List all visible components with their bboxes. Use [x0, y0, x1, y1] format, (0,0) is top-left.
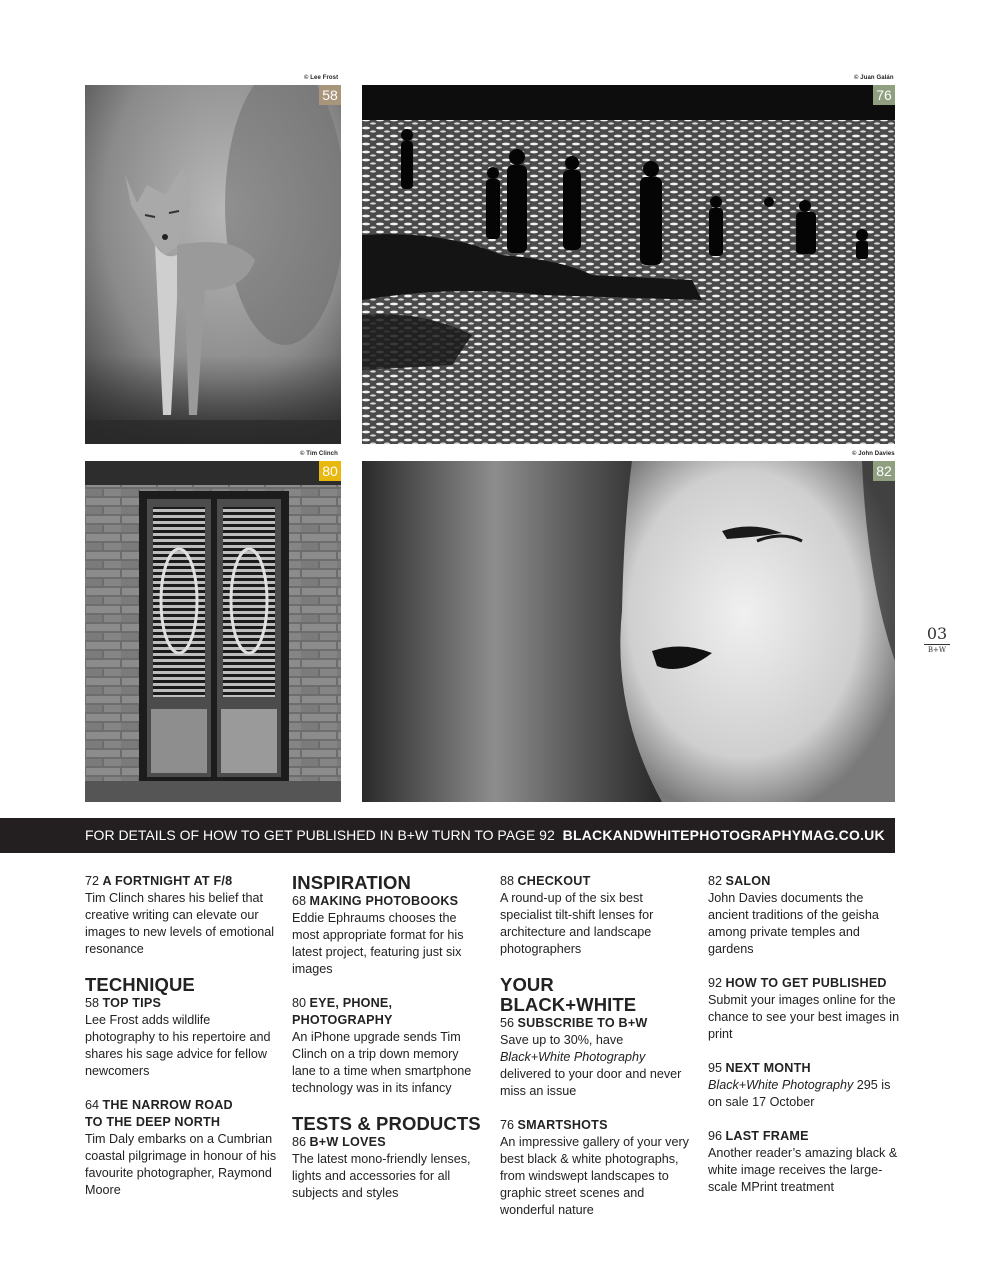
item-title: EYE, PHONE, [309, 996, 393, 1010]
item-description: John Davies documents the ancient traditions of the geisha among private temples and gardens [708, 891, 879, 956]
item-title: A FORTNIGHT AT F/8 [102, 874, 233, 888]
photo-credit: © Lee Frost [304, 75, 339, 81]
photo-credit: © Tim Clinch [300, 451, 338, 457]
item-description: Eddie Ephraums chooses the most appropriate format for his latest project, featuring just six images [292, 911, 464, 976]
item-title: HOW TO GET PUBLISHED [725, 976, 887, 990]
item-title: PHOTOGRAPHY [292, 1013, 393, 1027]
item-page: 76 [500, 1118, 515, 1132]
banner-text: FOR DETAILS OF HOW TO GET PUBLISHED IN B+W TURN TO PAGE 92 [85, 827, 555, 843]
item-title: LAST FRAME [725, 1129, 809, 1143]
item-title: TO THE DEEP NORTH [85, 1115, 221, 1129]
contents-column-4 [708, 873, 900, 1196]
item-description: Black+White Photography 295 is on sale 17 October [708, 1078, 891, 1109]
list-item[interactable] [500, 1117, 692, 1219]
item-page: 82 [708, 874, 723, 888]
jackal-icon [85, 85, 341, 444]
contents-column-2 [292, 873, 484, 1202]
page-badge: 82 [873, 461, 895, 481]
door-icon [85, 461, 341, 802]
item-page: 88 [500, 874, 515, 888]
geisha-portrait-icon [362, 461, 895, 802]
contents-column-1 [85, 873, 277, 1199]
item-description: Another reader’s amazing black & white image receives the large-scale MPrint treatment [708, 1146, 898, 1194]
list-item[interactable] [85, 873, 277, 958]
beach-silhouettes-icon [362, 85, 895, 444]
item-description: Tim Clinch shares his belief that creative writing can elevate our images to new levels of emotional resonance [85, 891, 275, 956]
list-item[interactable] [708, 975, 900, 1043]
list-item[interactable] [292, 1114, 484, 1202]
item-description: An iPhone upgrade sends Tim Clinch on a trip down memory lane to a time when smartphone technology was in its infancy [292, 1030, 472, 1095]
item-page: 86 [292, 1135, 307, 1149]
item-description: Lee Frost adds wildlife photography to his repertoire and shares his sage advice for fellow newcomers [85, 1013, 271, 1078]
item-page: 72 [85, 874, 100, 888]
website-link[interactable]: BLACKANDWHITEPHOTOGRAPHYMAG.CO.UK [562, 827, 885, 843]
item-page: 92 [708, 976, 723, 990]
item-title: NEXT MONTH [725, 1061, 811, 1075]
item-title: B+W LOVES [309, 1135, 386, 1149]
publish-banner [0, 818, 895, 853]
photo-credit: © John Davies [852, 451, 895, 457]
item-description: An impressive gallery of your very best black & white photographs, from windswept landscapes to graphic street scenes and wonderful nature [500, 1135, 689, 1217]
item-page: 68 [292, 894, 307, 908]
item-page: 80 [292, 996, 307, 1010]
section-heading: TESTS & PRODUCTS [292, 1113, 481, 1134]
page-badge: 80 [319, 461, 341, 481]
item-title: TOP TIPS [102, 996, 162, 1010]
item-page: 95 [708, 1061, 723, 1075]
item-page: 64 [85, 1098, 100, 1112]
item-page: 96 [708, 1129, 723, 1143]
item-description: Save up to 30%, have Black+White Photography delivered to your door and never miss an issue [500, 1033, 682, 1098]
list-item[interactable] [708, 1060, 900, 1111]
page-badge: 76 [873, 85, 895, 105]
list-item[interactable] [85, 1097, 277, 1199]
list-item[interactable] [500, 975, 692, 1100]
page-badge: 58 [319, 85, 341, 105]
section-heading: INSPIRATION [292, 872, 411, 893]
item-description: Tim Daly embarks on a Cumbrian coastal pilgrimage in honour of his favourite photographer, Raymond Moore [85, 1132, 277, 1197]
photo-credit: © Juan Galán [854, 75, 894, 81]
list-item[interactable] [500, 873, 692, 958]
item-title: SMARTSHOTS [517, 1118, 608, 1132]
item-title: SALON [725, 874, 771, 888]
item-title: SUBSCRIBE TO B+W [517, 1016, 648, 1030]
list-item[interactable] [292, 873, 484, 978]
section-heading: YOUR BLACK+WHITE [500, 974, 637, 1015]
item-title: CHECKOUT [517, 874, 591, 888]
list-item[interactable] [292, 995, 484, 1097]
item-page: 56 [500, 1016, 515, 1030]
section-heading: TECHNIQUE [85, 974, 195, 995]
beach-photo[interactable] [362, 85, 895, 444]
item-description: The latest mono-friendly lenses, lights and accessories for all subjects and styles [292, 1152, 471, 1200]
item-description: A round-up of the six best specialist tilt-shift lenses for architecture and landscape photographers [500, 891, 654, 956]
item-description: Submit your images online for the chance to see your best images in print [708, 993, 900, 1041]
page-folio [924, 624, 950, 656]
page-number: 03 [924, 624, 950, 645]
folio-mark: B+W [927, 646, 947, 654]
item-page: 58 [85, 996, 100, 1010]
list-item[interactable] [708, 1128, 900, 1196]
contents-column-3 [500, 873, 692, 1219]
jackal-photo[interactable] [85, 85, 341, 444]
list-item[interactable] [85, 975, 277, 1080]
door-photo[interactable] [85, 461, 341, 802]
item-title: MAKING PHOTOBOOKS [309, 894, 459, 908]
item-title: THE NARROW ROAD [102, 1098, 233, 1112]
list-item[interactable] [708, 873, 900, 958]
geisha-photo[interactable] [362, 461, 895, 802]
